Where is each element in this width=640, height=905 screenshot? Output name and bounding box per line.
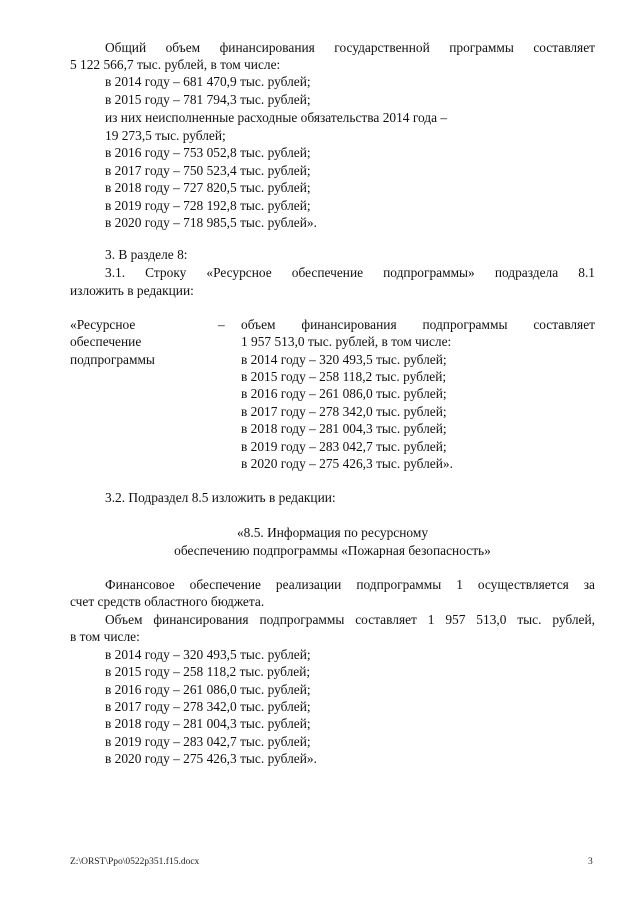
financing-p1-line-1: Финансовое обеспечение реализации подпрограммы 1 осуществляется за <box>105 577 595 592</box>
subsection-title-line-1: «8.5. Информация по ресурсному <box>236 525 429 540</box>
footer-file-path: Z:\ORST\Ppo\0522p351.f15.docx <box>70 857 200 867</box>
paragraph-3-1-line-1: 3.1. Строку «Ресурсное обеспечение подпрограммы» подраздела 8.1 <box>105 265 595 280</box>
financing-p1-line-2: счет средств областного бюджета. <box>70 594 265 609</box>
financing-item: в 2018 году – 281 004,3 тыс. рублей; <box>105 716 311 731</box>
intro-item: в 2019 году – 728 192,8 тыс. рублей; <box>105 198 311 213</box>
resource-item: в 2019 году – 283 042,7 тыс. рублей; <box>241 439 447 454</box>
resource-item: в 2014 году – 320 493,5 тыс. рублей; <box>241 352 447 367</box>
resource-label-line: обеспечение <box>70 334 142 349</box>
financing-item: в 2015 году – 258 118,2 тыс. рублей; <box>105 664 311 679</box>
intro-item: в 2017 году – 750 523,4 тыс. рублей; <box>105 163 311 178</box>
financing-p2-line-2: в том числе: <box>70 629 140 644</box>
paragraph-3-2: 3.2. Подраздел 8.5 изложить в редакции: <box>105 490 336 505</box>
financing-p2-line-1: Объем финансирования подпрограммы составляет 1 957 513,0 тыс. рублей, <box>105 612 595 627</box>
intro-line-1: Общий объем финансирования государственной программы составляет <box>105 40 595 55</box>
resource-dash: – <box>218 317 225 332</box>
financing-item: в 2016 году – 261 086,0 тыс. рублей; <box>105 682 311 697</box>
paragraph-3-1-line-2: изложить в редакции: <box>70 283 194 298</box>
subsection-title-line-2: обеспечению подпрограммы «Пожарная безопасность» <box>174 543 491 558</box>
resource-item: в 2016 году – 261 086,0 тыс. рублей; <box>241 386 447 401</box>
intro-item: из них неисполненные расходные обязательства 2014 года – <box>105 110 448 125</box>
intro-item: 19 273,5 тыс. рублей; <box>105 128 226 143</box>
resource-label-line: подпрограммы <box>70 352 155 367</box>
financing-item: в 2017 году – 278 342,0 тыс. рублей; <box>105 699 311 714</box>
resource-label-line: «Ресурсное <box>70 317 136 332</box>
resource-item: в 2015 году – 258 118,2 тыс. рублей; <box>241 369 447 384</box>
intro-item: в 2015 году – 781 794,3 тыс. рублей; <box>105 92 311 107</box>
intro-item: в 2020 году – 718 985,5 тыс. рублей». <box>105 215 317 230</box>
intro-item: в 2016 году – 753 052,8 тыс. рублей; <box>105 145 311 160</box>
intro-line-2: 5 122 566,7 тыс. рублей, в том числе: <box>70 57 281 72</box>
resource-first-line: объем финансирования подпрограммы составляет <box>241 317 595 332</box>
resource-item: в 2018 году – 281 004,3 тыс. рублей; <box>241 421 447 436</box>
footer-page-number: 3 <box>588 857 593 867</box>
resource-item: в 2017 году – 278 342,0 тыс. рублей; <box>241 404 447 419</box>
financing-item: в 2020 году – 275 426,3 тыс. рублей». <box>105 751 317 766</box>
financing-item: в 2019 году – 283 042,7 тыс. рублей; <box>105 734 311 749</box>
financing-item: в 2014 году – 320 493,5 тыс. рублей; <box>105 647 311 662</box>
intro-item: в 2018 году – 727 820,5 тыс. рублей; <box>105 180 311 195</box>
section-3-heading: 3. В разделе 8: <box>105 247 188 262</box>
resource-item: 1 957 513,0 тыс. рублей, в том числе: <box>241 334 452 349</box>
resource-item: в 2020 году – 275 426,3 тыс. рублей». <box>241 456 453 471</box>
intro-item: в 2014 году – 681 470,9 тыс. рублей; <box>105 74 311 89</box>
